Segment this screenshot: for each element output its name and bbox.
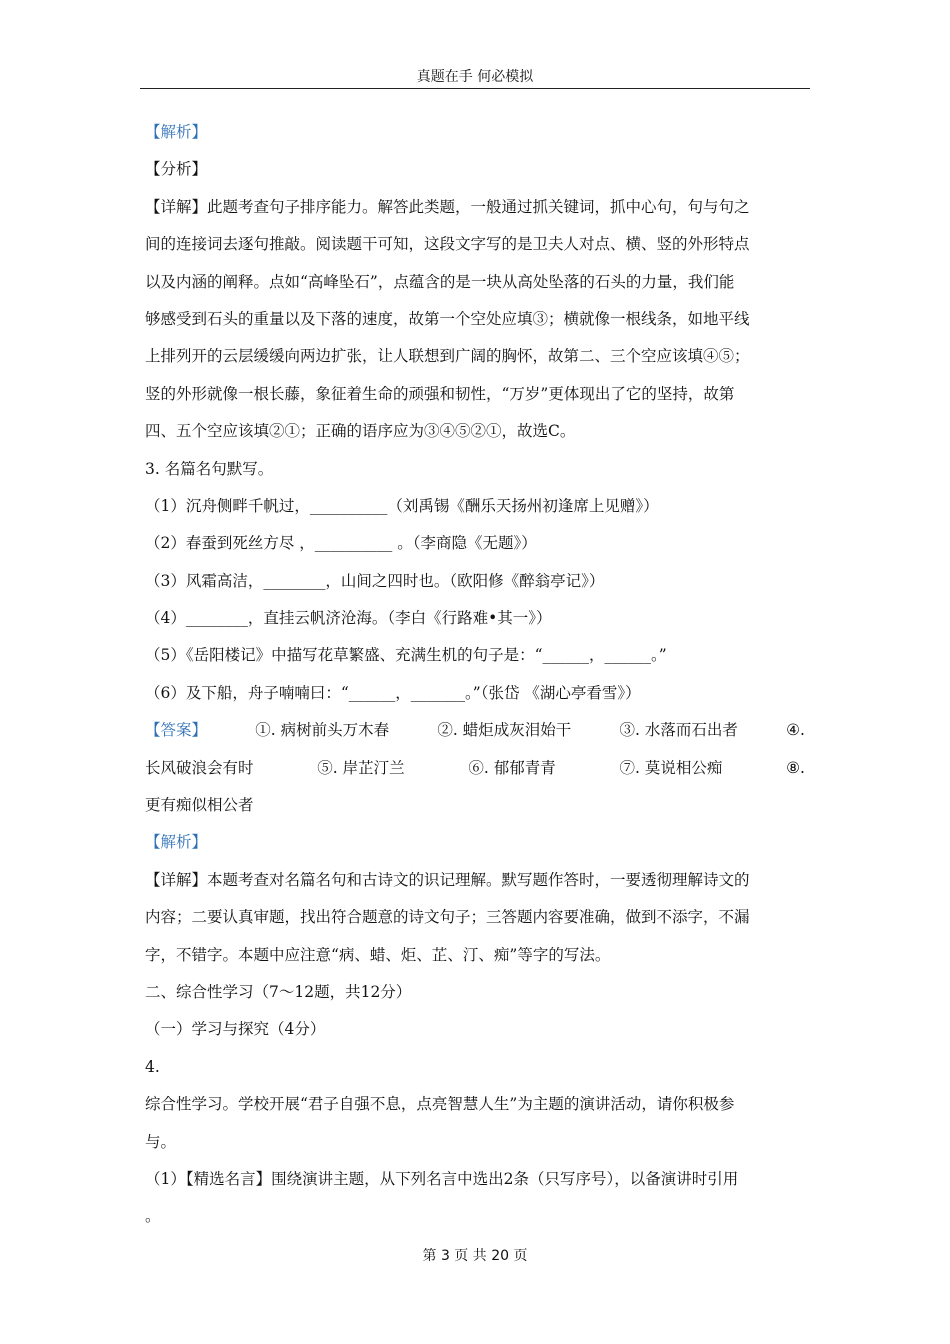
detail-line: 竖的外形就像一根长藤，象征着生命的顽强和韧性，“万岁”更体现出了它的坚持，故第 <box>145 384 735 403</box>
answer-item: ②. 蜡炬成灰泪始干 <box>437 721 572 740</box>
question-4-line: 。 <box>145 1207 161 1226</box>
question-item: （1）沉舟侧畔千帆过，__________（刘禹锡《酬乐天扬州初逢席上见赠》） <box>145 496 659 515</box>
detail-line: 够感受到石头的重量以及下落的速度，故第一个空处应填③；横就像一根线条，如地平线 <box>145 309 750 328</box>
detail-line: 间的连接词去逐句推敲。阅读题干可知，这段文字写的是卫夫人对点、横、竖的外形特点 <box>145 235 750 254</box>
page-number: 第 3 页 共 20 页 <box>422 1248 528 1264</box>
answer-item: 更有痴似相公者 <box>145 796 254 815</box>
detail-line: 【详解】此题考查句子排序能力。解答此类题，一般通过抓关键词，抓中心句，句与句之 <box>145 197 750 216</box>
fenxi-tag: 【分析】 <box>145 160 208 179</box>
answer-row <box>145 712 805 749</box>
detail-line: 字，不错字。本题中应注意“病、蜡、炬、芷、汀、痴”等字的写法。 <box>145 945 611 964</box>
detail-line: 四、五个空应该填②①；正确的语序应为③④⑤②①，故选C。 <box>145 422 576 441</box>
detail-tag: 【详解】 <box>145 197 208 216</box>
answer-item: ⑧. <box>786 758 805 777</box>
detail-line: 内容；二要认真审题，找出符合题意的诗文句子；三答题内容要准确，做到不添字，不漏 <box>145 908 750 927</box>
answer-item: ⑥. 郁郁青青 <box>468 758 556 777</box>
detail-tag: 【详解】 <box>145 870 208 889</box>
question-4-line: 综合性学习。学校开展“君子自强不息，点亮智慧人生”为主题的演讲活动，请你积极参 <box>145 1095 735 1114</box>
part-2-title: 二、综合性学习（7～12题，共12分） <box>145 982 412 1001</box>
question-4-number: 4. <box>145 1057 160 1076</box>
answer-item: ①. 病树前头万木春 <box>255 721 390 740</box>
question-3-title: 3. 名篇名句默写。 <box>145 459 274 478</box>
answer-item: 长风破浪会有时 <box>145 758 254 777</box>
detail-line: 【详解】本题考查对名篇名句和古诗文的识记理解。默写题作答时，一要透彻理解诗文的 <box>145 870 750 889</box>
answer-item: ⑦. 莫说相公痴 <box>619 758 723 777</box>
jiexi-tag: 【解析】 <box>145 123 208 141</box>
answer-row <box>145 750 805 787</box>
page-header-title: 真题在手 何必模拟 <box>416 69 534 85</box>
jiexi-tag: 【解析】 <box>145 833 208 852</box>
question-4-line: 与。 <box>145 1132 177 1151</box>
answer-item: ④. <box>786 721 805 740</box>
part-2-subtitle: （一）学习与探究（4分） <box>145 1020 326 1039</box>
answer-item: ③. 水落而石出者 <box>619 721 738 740</box>
answer-tag: 【答案】 <box>145 721 208 740</box>
question-item: （3）风霜高洁，________，山间之四时也。（欧阳修《醉翁亭记》） <box>145 571 605 590</box>
question-item: （6）及下船，舟子喃喃曰：“______，_______。”（张岱 《湖心亭看雪》） <box>145 683 641 702</box>
question-item: （2）春蚕到死丝方尽 ，__________ 。（李商隐《无题》） <box>145 534 537 553</box>
question-4-line: （1）【精选名言】围绕演讲主题，从下列名言中选出2条（只写序号），以备演讲时引用 <box>145 1169 739 1188</box>
detail-line: 以及内涵的阐释。点如“高峰坠石”，点蕴含的是一块从高处坠落的石头的力量，我们能 <box>145 272 735 291</box>
header-divider <box>140 88 810 89</box>
detail-line: 上排列开的云层缓缓向两边扩张，让人联想到广阔的胸怀，故第二、三个空应该填④⑤； <box>145 347 750 366</box>
question-item: （4）________，直挂云帆济沧海。（李白《行路难•其一》） <box>145 609 552 628</box>
page-content <box>145 114 805 1236</box>
answer-item: ⑤. 岸芷汀兰 <box>317 758 405 777</box>
question-item: （5）《岳阳楼记》中描写花草繁盛、充满生机的句子是：“______，______。” <box>145 646 667 665</box>
